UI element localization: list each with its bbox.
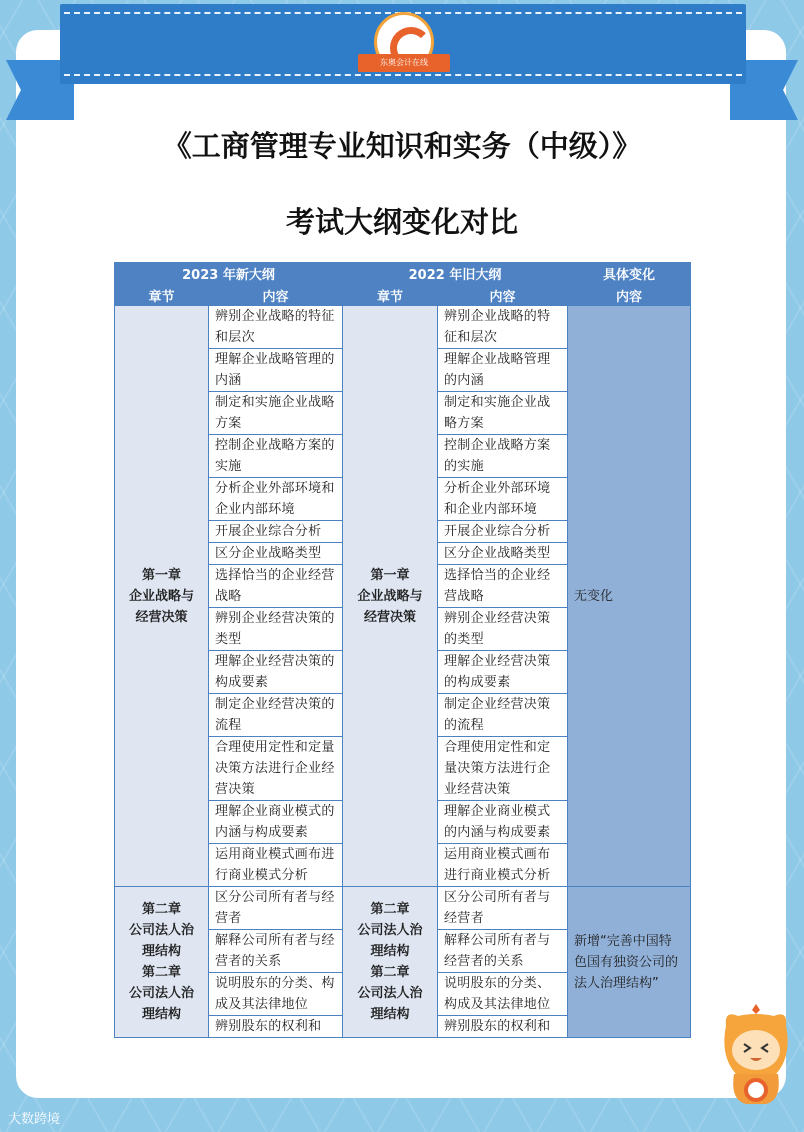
chapter1-content-new-13: 理解企业商业模式的内涵与构成要素: [209, 801, 343, 844]
header-change: 具体变化: [568, 263, 691, 285]
chapter1-content-old-5: 分析企业外部环境和企业内部环境: [438, 478, 568, 521]
chapter1-content-new-5: 分析企业外部环境和企业内部环境: [209, 478, 343, 521]
chapter1-content-old-11: 制定企业经营决策的流程: [438, 694, 568, 737]
chapter2-content-new-3: 说明股东的分类、构成及其法律地位: [209, 973, 343, 1016]
chapter1-content-new-12: 合理使用定性和定量决策方法进行企业经营决策: [209, 737, 343, 801]
syllabus-comparison-table: [114, 262, 691, 1038]
chapter1-content-new-14: 运用商业模式画布进行商业模式分析: [209, 844, 343, 887]
chapter1-content-new-2: 理解企业战略管理的内涵: [209, 349, 343, 392]
chapter1-content-old-4: 控制企业战略方案的实施: [438, 435, 568, 478]
chapter1-content-new-6: 开展企业综合分析: [209, 521, 343, 543]
chapter1-content-old-1: 辨别企业战略的特征和层次: [438, 306, 568, 349]
chapter1-content-old-7: 区分企业战略类型: [438, 543, 568, 565]
col-chapter-old: 章节: [343, 285, 438, 306]
header-old-syllabus: 2022 年旧大纲: [343, 263, 568, 285]
chapter1-rows: [115, 306, 691, 887]
col-content-old: 内容: [438, 285, 568, 306]
chapter1-content-old-12: 合理使用定性和定量决策方法进行企业经营决策: [438, 737, 568, 801]
col-change-content: 内容: [568, 285, 691, 306]
chapter1-content-old-13: 理解企业商业模式的内涵与构成要素: [438, 801, 568, 844]
chapter1-content-new-1: 辨别企业战略的特征和层次: [209, 306, 343, 349]
chapter2-content-old-1: 区分公司所有者与经营者: [438, 887, 568, 930]
chapter2-content-new-1: 区分公司所有者与经营者: [209, 887, 343, 930]
document-title: 《工商管理专业知识和实务（中级）》: [162, 129, 642, 163]
col-chapter-new: 章节: [115, 285, 209, 306]
chapter1-content-old-3: 制定和实施企业战略方案: [438, 392, 568, 435]
chapter1-content-new-7: 区分企业战略类型: [209, 543, 343, 565]
chapter2-content-old-3: 说明股东的分类、构成及其法律地位: [438, 973, 568, 1016]
chapter2-chapter-new: 第二章 公司法人治 理结构 第二章 公司法人治 理结构: [115, 887, 209, 1038]
chapter1-change: 无变化: [568, 306, 691, 887]
table-row: [115, 306, 691, 349]
footer-watermark: 大数跨境: [8, 1112, 61, 1127]
chapter2-content-old-2: 解释公司所有者与经营者的关系: [438, 930, 568, 973]
chapter1-content-old-9: 辨别企业经营决策的类型: [438, 608, 568, 651]
chapter2-chapter-old: 第二章 公司法人治 理结构 第二章 公司法人治 理结构: [343, 887, 438, 1038]
table-row: [115, 887, 691, 930]
chapter2-rows: [115, 887, 691, 1038]
document-subtitle: 考试大纲变化对比: [285, 205, 518, 239]
chapter1-content-new-9: 辨别企业经营决策的类型: [209, 608, 343, 651]
chapter1-content-new-11: 制定企业经营决策的流程: [209, 694, 343, 737]
chapter1-content-new-10: 理解企业经营决策的构成要素: [209, 651, 343, 694]
chapter1-content-old-8: 选择恰当的企业经营战略: [438, 565, 568, 608]
chapter2-content-new-2: 解释公司所有者与经营者的关系: [209, 930, 343, 973]
chapter2-content-new-4: 辨别股东的权利和: [209, 1016, 343, 1038]
chapter1-content-old-6: 开展企业综合分析: [438, 521, 568, 543]
chapter1-content-new-3: 制定和实施企业战略方案: [209, 392, 343, 435]
chapter1-content-old-2: 理解企业战略管理的内涵: [438, 349, 568, 392]
col-content-new: 内容: [209, 285, 343, 306]
table-header-row-2: [115, 285, 691, 306]
brand-logo-label: 东奥会计在线: [358, 54, 450, 72]
chapter1-chapter-new: 第一章 企业战略与 经营决策: [115, 306, 209, 887]
chapter2-content-old-4: 辨别股东的权利和: [438, 1016, 568, 1038]
table-header-row-1: [115, 263, 691, 285]
chapter1-content-new-4: 控制企业战略方案的实施: [209, 435, 343, 478]
chapter1-content-new-8: 选择恰当的企业经营战略: [209, 565, 343, 608]
header-new-syllabus: 2023 年新大纲: [115, 263, 343, 285]
chapter1-content-old-14: 运用商业模式画布进行商业模式分析: [438, 844, 568, 887]
chapter1-chapter-old: 第一章 企业战略与 经营决策: [343, 306, 438, 887]
chapter2-change: 新增“完善中国特色国有独资公司的法人治理结构”: [568, 887, 691, 1038]
mascot-icon: [716, 1000, 796, 1110]
chapter1-content-old-10: 理解企业经营决策的构成要素: [438, 651, 568, 694]
